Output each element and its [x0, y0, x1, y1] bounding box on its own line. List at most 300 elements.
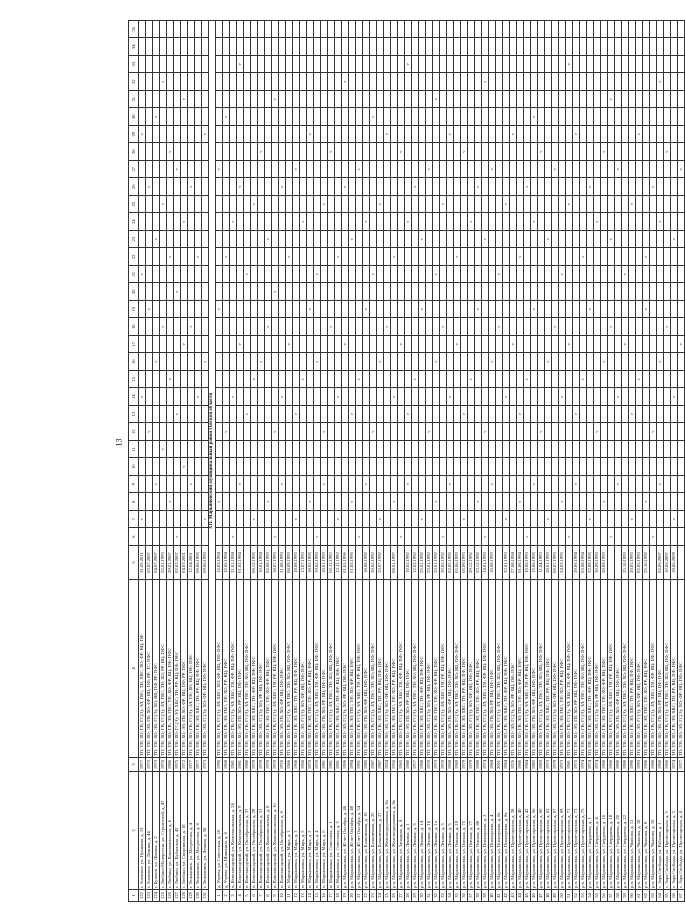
row-number: 57	[608, 890, 615, 902]
mark-cell	[419, 56, 426, 74]
mark-cell: v	[153, 353, 160, 371]
mark-cell	[461, 441, 468, 459]
mark-cell	[510, 388, 517, 406]
mark-cell	[461, 196, 468, 214]
mark-cell	[307, 231, 314, 249]
mark-cell	[363, 511, 370, 529]
row-number: 127	[174, 890, 181, 902]
mark-cell	[678, 301, 685, 319]
mark-cell	[566, 493, 573, 511]
mark-cell	[258, 476, 265, 494]
mark-cell	[251, 73, 258, 91]
mark-cell	[286, 38, 293, 56]
mark-cell	[517, 231, 524, 249]
table-row	[433, 21, 440, 902]
mark-cell	[573, 493, 580, 511]
date-cell: 10.08.1993	[489, 546, 496, 580]
mark-cell	[307, 388, 314, 406]
mark-cell	[293, 336, 300, 354]
mark-cell	[650, 21, 657, 39]
mark-cell	[475, 231, 482, 249]
mark-cell: v	[510, 336, 517, 354]
mark-cell	[426, 108, 433, 126]
mark-cell	[671, 126, 678, 144]
year-cell: 1954	[384, 758, 391, 772]
address-cell: р.п. Марьяновка, ул. Свердлова, д. 16	[601, 772, 608, 890]
mark-cell	[566, 161, 573, 179]
mark-cell: v	[510, 126, 517, 144]
mark-cell	[524, 406, 531, 424]
mark-cell	[601, 318, 608, 336]
mark-cell	[139, 301, 146, 319]
mark-cell	[216, 388, 223, 406]
mark-cell	[223, 56, 230, 74]
mark-cell	[650, 73, 657, 91]
column-header-31: 31	[129, 91, 139, 109]
mark-cell	[454, 423, 461, 441]
year-cell: 1965	[398, 758, 405, 772]
column-header-32: 32	[129, 73, 139, 91]
mark-cell	[349, 38, 356, 56]
mark-cell: v	[608, 528, 615, 546]
mark-cell	[475, 196, 482, 214]
mark-cell	[398, 213, 405, 231]
mark-cell: v	[475, 178, 482, 196]
mark-cell	[251, 231, 258, 249]
year-cell: 1984	[503, 758, 510, 772]
mark-cell	[251, 441, 258, 459]
mark-cell	[454, 126, 461, 144]
mark-cell	[643, 528, 650, 546]
mark-cell	[300, 91, 307, 109]
mark-cell	[384, 371, 391, 389]
mark-cell	[657, 231, 664, 249]
mark-cell	[335, 423, 342, 441]
mark-cell	[181, 528, 188, 546]
mark-cell	[279, 266, 286, 284]
date-cell	[244, 546, 251, 580]
mark-cell	[328, 213, 335, 231]
mark-cell	[517, 196, 524, 214]
mark-cell	[657, 126, 664, 144]
mark-cell	[237, 318, 244, 336]
mark-cell	[426, 56, 433, 74]
mark-cell	[363, 126, 370, 144]
codes-cell: ТП; ТН; ХО; ГВ; ГС(Э); ЭЛ; ТН; ХО; ВЦ; ПФ; ПФС	[188, 580, 195, 758]
address-cell: р.п. Марьяновка, ул. Больничная, д. 27	[377, 772, 384, 890]
mark-cell	[545, 56, 552, 74]
mark-cell	[482, 21, 489, 39]
mark-cell: v	[398, 336, 405, 354]
mark-cell: v	[307, 301, 314, 319]
date-cell	[678, 546, 685, 580]
mark-cell	[538, 73, 545, 91]
mark-cell	[342, 108, 349, 126]
mark-cell	[202, 231, 209, 249]
mark-cell	[412, 108, 419, 126]
mark-cell	[447, 161, 454, 179]
mark-cell	[167, 108, 174, 126]
mark-cell	[447, 213, 454, 231]
mark-cell	[139, 213, 146, 231]
mark-cell	[412, 301, 419, 319]
mark-cell	[650, 196, 657, 214]
mark-cell	[622, 108, 629, 126]
mark-cell	[573, 528, 580, 546]
row-number: 41	[496, 890, 503, 902]
row-number: 40	[489, 890, 496, 902]
mark-cell	[461, 318, 468, 336]
mark-cell	[377, 213, 384, 231]
mark-cell	[398, 196, 405, 214]
mark-cell	[216, 178, 223, 196]
mark-cell: v	[342, 178, 349, 196]
mark-cell: v	[580, 371, 587, 389]
mark-cell	[468, 38, 475, 56]
mark-cell	[454, 301, 461, 319]
mark-cell	[174, 266, 181, 284]
mark-cell	[482, 336, 489, 354]
mark-cell	[489, 91, 496, 109]
mark-cell	[195, 406, 202, 424]
mark-cell	[321, 213, 328, 231]
mark-cell	[545, 423, 552, 441]
mark-cell: v	[566, 336, 573, 354]
mark-cell	[391, 213, 398, 231]
mark-cell	[524, 56, 531, 74]
mark-cell	[440, 266, 447, 284]
mark-cell: v	[454, 336, 461, 354]
mark-cell	[545, 21, 552, 39]
mark-cell	[244, 73, 251, 91]
row-number: 5	[244, 890, 251, 902]
mark-cell	[468, 301, 475, 319]
mark-cell	[622, 406, 629, 424]
row-number: 125	[160, 890, 167, 902]
mark-cell	[272, 353, 279, 371]
mark-cell	[153, 178, 160, 196]
table-row	[370, 21, 377, 902]
mark-cell: v	[629, 196, 636, 214]
mark-cell	[503, 423, 510, 441]
codes-cell: ТП; ТН; ХО; ГВ; ГС(Э); ЭЛ; ХВС; ТН; ФР; ВЦ; ПФ; ПФС	[482, 580, 489, 758]
date-cell: 25.10.1992	[643, 546, 650, 580]
mark-cell	[230, 336, 237, 354]
mark-cell	[398, 423, 405, 441]
mark-cell	[223, 21, 230, 39]
mark-cell	[293, 91, 300, 109]
mark-cell	[643, 476, 650, 494]
mark-cell	[202, 178, 209, 196]
mark-cell	[615, 441, 622, 459]
mark-cell	[475, 108, 482, 126]
mark-cell	[216, 353, 223, 371]
mark-cell	[321, 283, 328, 301]
mark-cell	[300, 441, 307, 459]
mark-cell	[174, 21, 181, 39]
mark-cell	[398, 283, 405, 301]
mark-cell	[601, 178, 608, 196]
mark-cell	[454, 213, 461, 231]
column-header-26: 26	[129, 178, 139, 196]
mark-cell	[426, 493, 433, 511]
mark-cell	[629, 38, 636, 56]
mark-cell	[307, 91, 314, 109]
date-cell: 13.07.1993	[300, 546, 307, 580]
mark-cell	[650, 213, 657, 231]
mark-cell	[510, 178, 517, 196]
mark-cell	[636, 353, 643, 371]
mark-cell	[370, 458, 377, 476]
mark-cell	[503, 213, 510, 231]
mark-cell	[244, 161, 251, 179]
mark-cell	[356, 493, 363, 511]
mark-cell	[237, 493, 244, 511]
mark-cell	[286, 21, 293, 39]
mark-cell	[237, 143, 244, 161]
table-row	[342, 21, 349, 902]
column-header-29: 29	[129, 126, 139, 144]
mark-cell	[468, 458, 475, 476]
mark-cell: v	[349, 406, 356, 424]
mark-cell	[412, 406, 419, 424]
mark-cell	[188, 301, 195, 319]
mark-cell	[384, 178, 391, 196]
mark-cell	[643, 423, 650, 441]
mark-cell	[664, 21, 671, 39]
mark-cell	[559, 511, 566, 529]
mark-cell	[643, 213, 650, 231]
mark-cell: v	[237, 336, 244, 354]
mark-cell	[566, 283, 573, 301]
mark-cell	[237, 423, 244, 441]
mark-cell	[153, 143, 160, 161]
mark-cell	[566, 178, 573, 196]
mark-cell	[524, 196, 531, 214]
mark-cell: v	[391, 493, 398, 511]
mark-cell	[671, 353, 678, 371]
mark-cell	[601, 38, 608, 56]
mark-cell: v	[538, 143, 545, 161]
mark-cell	[412, 511, 419, 529]
mark-cell	[272, 301, 279, 319]
mark-cell	[195, 266, 202, 284]
mark-cell	[636, 108, 643, 126]
mark-cell: v	[608, 91, 615, 109]
mark-cell	[321, 231, 328, 249]
mark-cell	[335, 231, 342, 249]
mark-cell	[447, 21, 454, 39]
mark-cell	[335, 56, 342, 74]
mark-cell	[153, 371, 160, 389]
mark-cell	[426, 143, 433, 161]
mark-cell	[671, 38, 678, 56]
mark-cell: v	[181, 213, 188, 231]
mark-cell: v	[398, 528, 405, 546]
mark-cell	[482, 283, 489, 301]
mark-cell	[552, 178, 559, 196]
date-cell: 01.01.1996	[342, 546, 349, 580]
mark-cell	[370, 441, 377, 459]
address-cell: р.п. Марьяновка, ул. Ленина, д. 1	[405, 772, 412, 890]
mark-cell	[475, 161, 482, 179]
mark-cell	[216, 423, 223, 441]
mark-cell	[531, 528, 538, 546]
mark-cell	[510, 108, 517, 126]
mark-cell	[377, 318, 384, 336]
mark-cell	[468, 353, 475, 371]
table-row	[335, 21, 342, 902]
mark-cell	[405, 528, 412, 546]
mark-cell	[678, 511, 685, 529]
mark-cell: v	[279, 178, 286, 196]
mark-cell	[167, 318, 174, 336]
mark-cell	[440, 143, 447, 161]
mark-cell	[636, 161, 643, 179]
mark-cell	[510, 458, 517, 476]
mark-cell	[461, 388, 468, 406]
mark-cell	[391, 441, 398, 459]
date-cell	[650, 546, 657, 580]
mark-cell	[671, 56, 678, 74]
mark-cell	[531, 441, 538, 459]
housing-registry-table-sheet	[128, 22, 684, 902]
mark-cell	[447, 108, 454, 126]
mark-cell	[293, 371, 300, 389]
mark-cell	[160, 476, 167, 494]
mark-cell	[405, 493, 412, 511]
column-header-9: 9	[129, 476, 139, 494]
mark-cell	[433, 231, 440, 249]
mark-cell	[538, 178, 545, 196]
column-header-17: 17	[129, 336, 139, 354]
table-row	[265, 21, 272, 902]
mark-cell: v	[244, 406, 251, 424]
mark-cell	[447, 406, 454, 424]
mark-cell	[237, 283, 244, 301]
mark-cell: v	[272, 91, 279, 109]
year-cell: 1974	[580, 758, 587, 772]
mark-cell	[405, 511, 412, 529]
mark-cell	[258, 266, 265, 284]
codes-cell: ТП; ТН; ХО; ЭЛ; ГВ; ХО; РР; ВЦ; ПФ; ПФС	[657, 580, 664, 758]
mark-cell	[195, 528, 202, 546]
mark-cell	[314, 476, 321, 494]
mark-cell	[202, 301, 209, 319]
mark-cell	[454, 353, 461, 371]
mark-cell	[517, 423, 524, 441]
mark-cell	[440, 38, 447, 56]
mark-cell: v	[244, 266, 251, 284]
mark-cell	[342, 301, 349, 319]
mark-cell	[321, 441, 328, 459]
mark-cell	[447, 178, 454, 196]
mark-cell	[461, 353, 468, 371]
mark-cell	[321, 528, 328, 546]
mark-cell	[468, 283, 475, 301]
mark-cell	[349, 196, 356, 214]
mark-cell	[559, 336, 566, 354]
mark-cell	[300, 248, 307, 266]
address-cell: р.п. Марьяновка, ул. Омская, д. 75	[461, 772, 468, 890]
mark-cell	[293, 528, 300, 546]
mark-cell	[559, 528, 566, 546]
mark-cell: v	[265, 231, 272, 249]
mark-cell	[405, 283, 412, 301]
mark-cell	[230, 91, 237, 109]
mark-cell: v	[636, 126, 643, 144]
mark-cell	[244, 528, 251, 546]
mark-cell	[237, 73, 244, 91]
mark-cell	[223, 336, 230, 354]
mark-cell	[664, 283, 671, 301]
mark-cell	[384, 388, 391, 406]
date-cell: 04.07.2007	[153, 546, 160, 580]
mark-cell	[482, 178, 489, 196]
mark-cell	[468, 266, 475, 284]
mark-cell	[349, 56, 356, 74]
mark-cell: v	[503, 196, 510, 214]
mark-cell	[545, 178, 552, 196]
mark-cell	[433, 161, 440, 179]
date-cell: 18.08.1992	[363, 546, 370, 580]
mark-cell: v	[146, 301, 153, 319]
mark-cell	[426, 21, 433, 39]
date-cell: 29.01.2007	[167, 546, 174, 580]
mark-cell	[181, 476, 188, 494]
mark-cell	[195, 423, 202, 441]
row-number: 45	[524, 890, 531, 902]
mark-cell	[272, 406, 279, 424]
address-cell: р.п. Марьяновка, ул. Железнодорожная, д. 8в	[391, 772, 398, 890]
table-row	[188, 21, 195, 902]
mark-cell	[510, 318, 517, 336]
mark-cell	[657, 388, 664, 406]
row-number: 6	[251, 890, 258, 902]
mark-cell	[391, 283, 398, 301]
mark-cell	[510, 511, 517, 529]
mark-cell	[251, 388, 258, 406]
mark-cell	[188, 56, 195, 74]
mark-cell: v	[657, 73, 664, 91]
mark-cell	[293, 283, 300, 301]
mark-cell	[678, 196, 685, 214]
mark-cell	[405, 371, 412, 389]
mark-cell: v	[216, 493, 223, 511]
mark-cell	[580, 388, 587, 406]
mark-cell	[475, 336, 482, 354]
mark-cell	[300, 56, 307, 74]
codes-cell: ТП; ТН; ХО; ЭЛ; ГС(Э); ХО; ФР; ВЦ; ПФ; ПФС	[384, 580, 391, 758]
mark-cell	[195, 91, 202, 109]
mark-cell	[279, 56, 286, 74]
mark-cell	[139, 143, 146, 161]
mark-cell	[153, 441, 160, 459]
mark-cell	[580, 318, 587, 336]
mark-cell	[454, 283, 461, 301]
mark-cell	[615, 266, 622, 284]
mark-cell	[503, 143, 510, 161]
mark-cell	[202, 336, 209, 354]
mark-cell	[300, 38, 307, 56]
mark-cell	[664, 458, 671, 476]
mark-cell	[174, 318, 181, 336]
mark-cell	[363, 493, 370, 511]
mark-cell	[293, 178, 300, 196]
mark-cell	[265, 528, 272, 546]
mark-cell	[258, 336, 265, 354]
mark-cell	[244, 143, 251, 161]
